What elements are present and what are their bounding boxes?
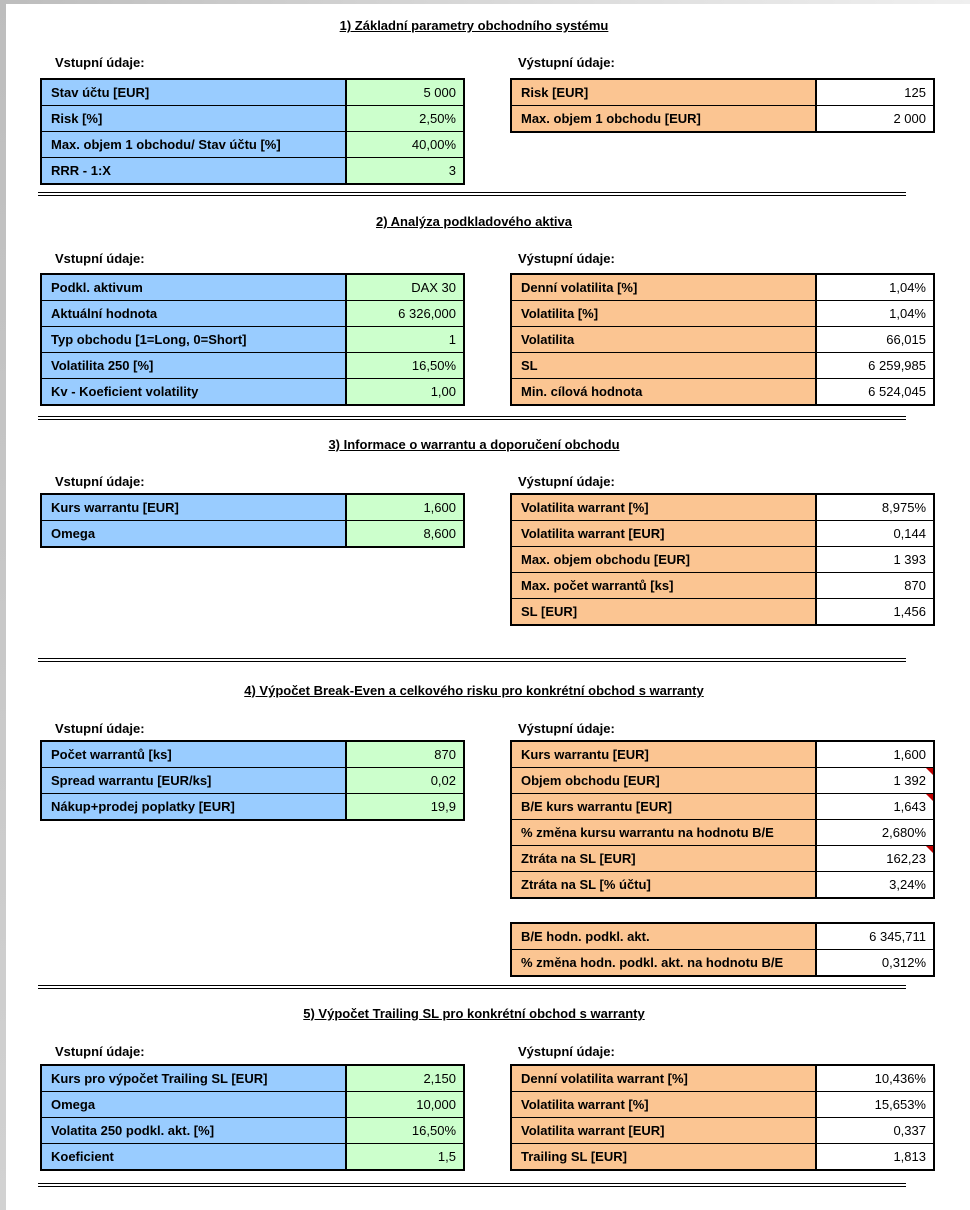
input-value-cell[interactable]: 16,50% bbox=[346, 353, 464, 379]
input-label-cell: Podkl. aktivum bbox=[41, 274, 346, 301]
input-value-cell[interactable]: 1,5 bbox=[346, 1144, 464, 1171]
output-label-cell: Ztráta na SL [% účtu] bbox=[511, 872, 816, 899]
output-label-cell: Ztráta na SL [EUR] bbox=[511, 846, 816, 872]
table-row bbox=[511, 741, 934, 768]
table-row bbox=[41, 158, 464, 185]
table-row bbox=[41, 353, 464, 379]
input-label-cell: Počet warrantů [ks] bbox=[41, 741, 346, 768]
output-label-cell: B/E kurs warrantu [EUR] bbox=[511, 794, 816, 820]
output-value-cell: 6 345,711 bbox=[816, 923, 934, 950]
table-row bbox=[41, 327, 464, 353]
output-value-cell bbox=[816, 768, 934, 794]
outputs-header: Výstupní údaje: bbox=[518, 1044, 615, 1059]
table-row bbox=[511, 794, 934, 820]
table-row bbox=[41, 274, 464, 301]
table-row bbox=[511, 494, 934, 521]
table-row bbox=[41, 794, 464, 821]
table-row bbox=[511, 79, 934, 106]
outputs-table-1 bbox=[510, 78, 935, 133]
outputs-header: Výstupní údaje: bbox=[518, 474, 615, 489]
output-value-cell: 1,456 bbox=[816, 599, 934, 626]
output-value-cell: 10,436% bbox=[816, 1065, 934, 1092]
table-row bbox=[511, 599, 934, 626]
output-label-cell: SL [EUR] bbox=[511, 599, 816, 626]
table-row bbox=[41, 106, 464, 132]
inputs-table-5 bbox=[40, 1064, 465, 1171]
output-value-cell: 125 bbox=[816, 79, 934, 106]
input-value-cell[interactable]: DAX 30 bbox=[346, 274, 464, 301]
output-label-cell: Denní volatilita warrant [%] bbox=[511, 1065, 816, 1092]
output-value-cell: 8,975% bbox=[816, 494, 934, 521]
input-value-cell[interactable]: 2,150 bbox=[346, 1065, 464, 1092]
input-label-cell: Kurs pro výpočet Trailing SL [EUR] bbox=[41, 1065, 346, 1092]
output-label-cell: % změna hodn. podkl. akt. na hodnotu B/E bbox=[511, 950, 816, 977]
section-separator bbox=[38, 1183, 906, 1187]
output-label-cell: B/E hodn. podkl. akt. bbox=[511, 923, 816, 950]
inputs-table-3 bbox=[40, 493, 465, 548]
section-title-1: 1) Základní parametry obchodního systému bbox=[339, 18, 609, 33]
output-label-cell: Denní volatilita [%] bbox=[511, 274, 816, 301]
outputs-header: Výstupní údaje: bbox=[518, 55, 615, 70]
table-row bbox=[511, 1065, 934, 1092]
table-row bbox=[511, 846, 934, 872]
table-row bbox=[41, 132, 464, 158]
output-value-cell: 3,24% bbox=[816, 872, 934, 899]
input-label-cell: Kurs warrantu [EUR] bbox=[41, 494, 346, 521]
input-value-cell[interactable]: 19,9 bbox=[346, 794, 464, 821]
table-row bbox=[511, 950, 934, 977]
table-row bbox=[41, 79, 464, 106]
section-title-4: 4) Výpočet Break-Even a celkového risku pro konkrétní obchod s warranty bbox=[244, 683, 704, 698]
table-row bbox=[511, 106, 934, 133]
section-separator bbox=[38, 658, 906, 662]
inputs-header: Vstupní údaje: bbox=[55, 1044, 145, 1059]
input-value-cell[interactable]: 0,02 bbox=[346, 768, 464, 794]
inputs-header: Vstupní údaje: bbox=[55, 474, 145, 489]
section-title-2: 2) Analýza podkladového aktiva bbox=[375, 214, 573, 229]
outputs-table-2 bbox=[510, 273, 935, 406]
table-row bbox=[511, 768, 934, 794]
output-label-cell: Max. objem obchodu [EUR] bbox=[511, 547, 816, 573]
output-value-cell: 0,144 bbox=[816, 521, 934, 547]
table-row bbox=[511, 1144, 934, 1171]
inputs-header: Vstupní údaje: bbox=[55, 251, 145, 266]
input-label-cell: Stav účtu [EUR] bbox=[41, 79, 346, 106]
output-value-cell: 1,600 bbox=[816, 741, 934, 768]
table-row bbox=[511, 379, 934, 406]
output-label-cell: Volatilita warrant [%] bbox=[511, 1092, 816, 1118]
table-row bbox=[41, 301, 464, 327]
table-row bbox=[511, 327, 934, 353]
output-label-cell: Trailing SL [EUR] bbox=[511, 1144, 816, 1171]
page-left-edge bbox=[0, 0, 6, 1210]
input-label-cell: RRR - 1:X bbox=[41, 158, 346, 185]
output-label-cell: Risk [EUR] bbox=[511, 79, 816, 106]
output-value: 1,643 bbox=[893, 799, 926, 814]
table-row bbox=[41, 768, 464, 794]
output-label-cell: Volatilita warrant [%] bbox=[511, 494, 816, 521]
section-separator bbox=[38, 985, 906, 989]
output-value: 162,23 bbox=[886, 851, 926, 866]
inputs-header: Vstupní údaje: bbox=[55, 55, 145, 70]
table-row bbox=[511, 1118, 934, 1144]
inputs-table-4 bbox=[40, 740, 465, 821]
output-label-cell: Max. počet warrantů [ks] bbox=[511, 573, 816, 599]
output-label-cell: SL bbox=[511, 353, 816, 379]
input-value-cell[interactable]: 1,600 bbox=[346, 494, 464, 521]
input-value-cell[interactable]: 1,00 bbox=[346, 379, 464, 406]
output-value-cell bbox=[816, 794, 934, 820]
outputs-table-4 bbox=[510, 740, 935, 899]
input-value-cell[interactable]: 6 326,000 bbox=[346, 301, 464, 327]
table-row bbox=[41, 379, 464, 406]
input-label-cell: Nákup+prodej poplatky [EUR] bbox=[41, 794, 346, 821]
output-value-cell: 1,04% bbox=[816, 301, 934, 327]
output-value-cell: 0,312% bbox=[816, 950, 934, 977]
comment-indicator-icon bbox=[926, 768, 933, 775]
outputs-table-3 bbox=[510, 493, 935, 626]
inputs-table-2 bbox=[40, 273, 465, 406]
output-label-cell: Volatilita warrant [EUR] bbox=[511, 1118, 816, 1144]
input-value-cell[interactable]: 870 bbox=[346, 741, 464, 768]
table-row bbox=[511, 547, 934, 573]
output-value-cell: 870 bbox=[816, 573, 934, 599]
input-value-cell[interactable]: 2,50% bbox=[346, 106, 464, 132]
outputs-table-4b bbox=[510, 922, 935, 977]
table-row bbox=[41, 494, 464, 521]
output-label-cell: Volatilita [%] bbox=[511, 301, 816, 327]
input-label-cell: Aktuální hodnota bbox=[41, 301, 346, 327]
table-row bbox=[41, 1118, 464, 1144]
input-label-cell: Typ obchodu [1=Long, 0=Short] bbox=[41, 327, 346, 353]
output-label-cell: Max. objem 1 obchodu [EUR] bbox=[511, 106, 816, 133]
table-row bbox=[511, 274, 934, 301]
input-label-cell: Volatita 250 podkl. akt. [%] bbox=[41, 1118, 346, 1144]
page-top-edge bbox=[0, 0, 970, 4]
table-row bbox=[41, 1144, 464, 1171]
table-row bbox=[41, 521, 464, 548]
output-value-cell: 66,015 bbox=[816, 327, 934, 353]
output-value: 1 392 bbox=[893, 773, 926, 788]
output-value-cell: 2 000 bbox=[816, 106, 934, 133]
section-title-5: 5) Výpočet Trailing SL pro konkrétní obchod s warranty bbox=[303, 1006, 645, 1021]
comment-indicator-icon bbox=[926, 794, 933, 801]
table-row bbox=[41, 741, 464, 768]
output-value-cell bbox=[816, 846, 934, 872]
table-row bbox=[511, 301, 934, 327]
output-label-cell: Min. cílová hodnota bbox=[511, 379, 816, 406]
input-label-cell: Kv - Koeficient volatility bbox=[41, 379, 346, 406]
outputs-header: Výstupní údaje: bbox=[518, 251, 615, 266]
input-value-cell[interactable]: 8,600 bbox=[346, 521, 464, 548]
input-value-cell[interactable]: 16,50% bbox=[346, 1118, 464, 1144]
output-label-cell: Volatilita warrant [EUR] bbox=[511, 521, 816, 547]
output-value-cell: 0,337 bbox=[816, 1118, 934, 1144]
input-label-cell: Omega bbox=[41, 521, 346, 548]
output-value-cell: 6 524,045 bbox=[816, 379, 934, 406]
output-value-cell: 1,04% bbox=[816, 274, 934, 301]
outputs-header: Výstupní údaje: bbox=[518, 721, 615, 736]
section-separator bbox=[38, 416, 906, 420]
table-row bbox=[511, 573, 934, 599]
input-label-cell: Max. objem 1 obchodu/ Stav účtu [%] bbox=[41, 132, 346, 158]
table-row bbox=[511, 521, 934, 547]
inputs-header: Vstupní údaje: bbox=[55, 721, 145, 736]
section-title-3: 3) Informace o warrantu a doporučení obchodu bbox=[328, 437, 620, 452]
output-value-cell: 2,680% bbox=[816, 820, 934, 846]
output-label-cell: Objem obchodu [EUR] bbox=[511, 768, 816, 794]
input-value-cell[interactable]: 1 bbox=[346, 327, 464, 353]
input-label-cell: Volatilita 250 [%] bbox=[41, 353, 346, 379]
table-row bbox=[511, 353, 934, 379]
input-value-cell[interactable]: 5 000 bbox=[346, 79, 464, 106]
outputs-table-5 bbox=[510, 1064, 935, 1171]
input-value-cell[interactable]: 3 bbox=[346, 158, 464, 185]
input-value-cell[interactable]: 40,00% bbox=[346, 132, 464, 158]
output-value-cell: 1 393 bbox=[816, 547, 934, 573]
comment-indicator-icon bbox=[926, 846, 933, 853]
output-value-cell: 1,813 bbox=[816, 1144, 934, 1171]
input-label-cell: Koeficient bbox=[41, 1144, 346, 1171]
table-row bbox=[511, 923, 934, 950]
table-row bbox=[41, 1092, 464, 1118]
inputs-table-1 bbox=[40, 78, 465, 185]
table-row bbox=[41, 1065, 464, 1092]
output-value-cell: 6 259,985 bbox=[816, 353, 934, 379]
input-label-cell: Risk [%] bbox=[41, 106, 346, 132]
table-row bbox=[511, 820, 934, 846]
input-value-cell[interactable]: 10,000 bbox=[346, 1092, 464, 1118]
section-separator bbox=[38, 192, 906, 196]
output-label-cell: Kurs warrantu [EUR] bbox=[511, 741, 816, 768]
input-label-cell: Spread warrantu [EUR/ks] bbox=[41, 768, 346, 794]
table-row bbox=[511, 872, 934, 899]
output-label-cell: Volatilita bbox=[511, 327, 816, 353]
table-row bbox=[511, 1092, 934, 1118]
output-label-cell: % změna kursu warrantu na hodnotu B/E bbox=[511, 820, 816, 846]
input-label-cell: Omega bbox=[41, 1092, 346, 1118]
output-value-cell: 15,653% bbox=[816, 1092, 934, 1118]
